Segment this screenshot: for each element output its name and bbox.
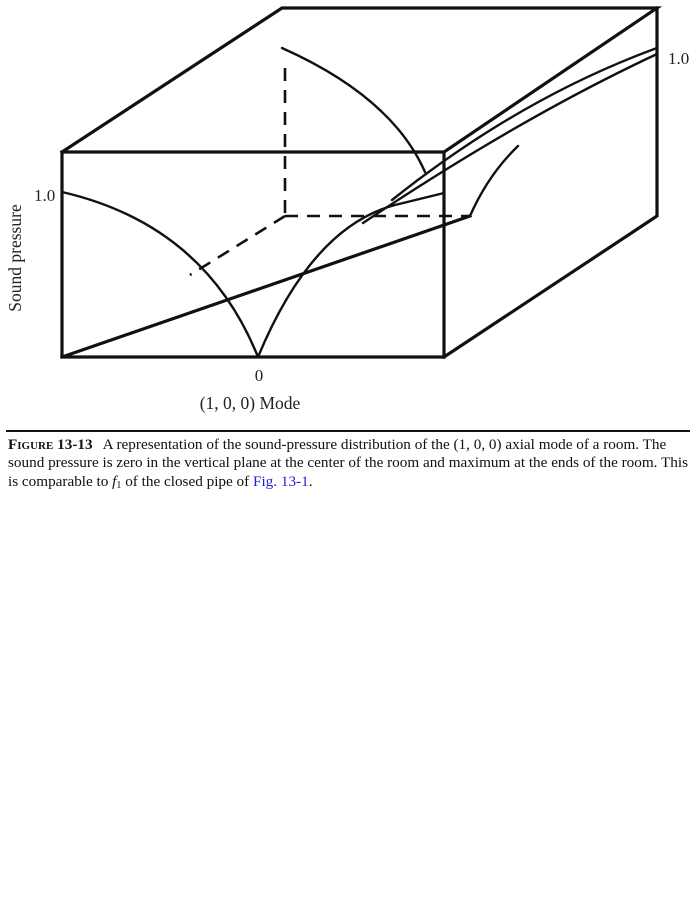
caption-text-cont: of the closed pipe of	[121, 472, 253, 490]
hidden-floor-diagonal	[190, 216, 285, 275]
frequency-subscript: 1	[116, 479, 122, 491]
caption-text: A representation of the sound-pressure distribution of the (1, 0, 0) axial mode of a room. The sound pressure is zero in the vertical plane at the center of the room and maximum at the ends of the room. This is comparable to	[8, 436, 689, 490]
caption-rule	[6, 430, 690, 432]
front-face	[62, 152, 444, 357]
frequency-symbol: f	[112, 472, 117, 490]
pressure-curve-front-right	[258, 193, 444, 357]
right-value-label: 1.0	[668, 49, 690, 68]
figure-number: Figure 13-13	[8, 436, 93, 453]
room-mode-svg	[0, 0, 695, 425]
figure-link[interactable]: Fig. 13-1	[253, 472, 309, 490]
pressure-curve-back-right	[470, 146, 518, 216]
y-axis-label: Sound pressure	[5, 204, 25, 312]
caption-end: .	[308, 472, 313, 490]
pressure-ridge-lower	[363, 54, 657, 223]
pressure-curve-front-left	[62, 192, 258, 357]
figure-caption	[8, 436, 690, 495]
zero-label: 0	[254, 366, 264, 385]
mode-label: (1, 0, 0) Mode	[199, 393, 301, 413]
room-mode-diagram	[0, 0, 695, 425]
left-value-label: 1.0	[34, 186, 56, 205]
top-face-edges	[62, 8, 657, 152]
